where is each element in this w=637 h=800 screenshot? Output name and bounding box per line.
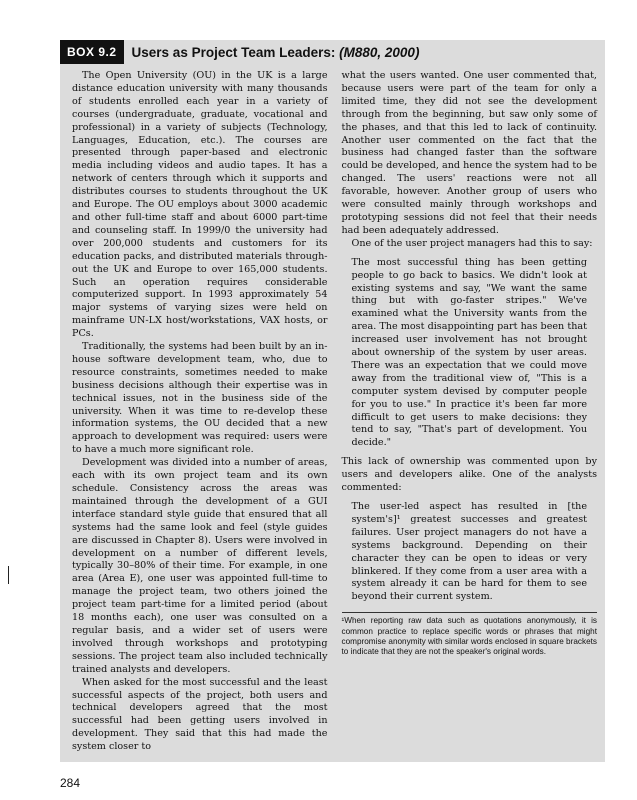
block-quote xyxy=(352,501,588,604)
right-column xyxy=(342,70,598,754)
block-quote xyxy=(352,257,588,451)
quote-text: The most successful thing has been getting people to go back to basics. We didn't look at existing systems and say, "We want the same thing but with go-faster stripes." We've examined what the University wants from the area. The most disappointing part has been that increased user involvement has not brought about ownership of the system by user areas. There was an expectation that we could move away from the traditional view of, "This is a computer system devised by computer people for you to use." In practice it's been far more difficult to get users to make decisions: they tend to say, "That's part of development. You decide." xyxy=(351,256,587,449)
paragraph: The Open University (OU) in the UK is a large distance education university with many thousands of students enrolled each year in a variety of courses (undergraduate, graduate, vocational and professional) in a variety of subjects (Technology, Languages, Education, etc.). The courses are presented through paper-based and electronic media including videos and audio tapes. It has a network of centers through which it supports and distributes courses to students throughout the UK and Europe. The OU employs about 3000 academic and other full-time staff and about 6000 part-time and counseling staff. In 1999/0 the university had over 200,000 students and customers for its education packs, and distributed materials through-out the UK and Europe to over 165,000 students. Such an operation requires considerable computerized support. In 1993 approximately 54 major systems of varying sizes were held on mainframe UN-LX host/workstations, VAX hosts, or PCs. xyxy=(72,70,328,340)
box-title-text: Users as Project Team Leaders xyxy=(131,44,331,60)
box-title: Users as Project Team Leaders: (M880, 2000) xyxy=(131,44,420,60)
left-column xyxy=(72,70,328,754)
footnote xyxy=(342,612,598,657)
box-header xyxy=(60,40,419,64)
box-panel xyxy=(60,40,605,762)
paragraph: This lack of ownership was commented upon by users and developers alike. One of the analysts commented: xyxy=(341,456,597,494)
box-title-ref: (M880, 2000) xyxy=(339,44,420,60)
paragraph: Development was divided into a number of areas, each with its own project team and its own schedule. Consistency across the areas was maintained through the development of a GUI interface standard style guide that ensured that all systems had the same look and feel (style guides are discussed in Chapter 8). Users were involved in development on a number of different levels, typically 30–80% of their time. For example, in one area (Area E), one user was appointed full-time to manage the project team, two others joined the project team part-time for a limited period (about 18 months each), one user was consulted on a regular basis, and a wider set of users were involved through workshops and prototyping sessions. The project team also included technically trained analysts and developers. xyxy=(72,457,328,675)
paragraph: When asked for the most successful and the least successful aspects of the project, both users and technical developers agreed that the most successful had been getting users involved in development. They said that this had made the system closer to xyxy=(72,676,328,753)
box-label: BOX 9.2 xyxy=(60,40,124,64)
paragraph: One of the user project managers had this to say: xyxy=(351,237,593,249)
footnote-text: ¹When reporting raw data such as quotations anonymously, it is common practice to replace specific words or phrases that might compromise anonymity with similar words enclosed in square brackets to indicate that they are not the speaker's original words. xyxy=(341,616,597,657)
margin-mark xyxy=(8,566,9,584)
page xyxy=(60,40,605,760)
box-columns xyxy=(72,70,597,754)
paragraph: what the users wanted. One user commented that, because users were part of the team for only a limited time, they did not see the development through from the beginning, but saw only some of the phases, and that this led to lack of continuity. Another user commented on the fact that the business had changed faster than the software could be developed, and hence the system had to be changed. The users' reactions were not all favorable, however. Another group of users who were consulted mainly through workshops and prototyping sessions did not feel that their needs had been adequately addressed. xyxy=(341,70,597,236)
page-number: 284 xyxy=(60,776,81,790)
paragraph: Traditionally, the systems had been built by an in-house software development team, who, due to resource constraints, sometimes needed to make business decisions although their expertise was in technical issues, not in the business side of the university. When it was time to re-develop these information systems, the OU decided that a new approach to development was required: users were to have a much more significant role. xyxy=(72,341,328,456)
quote-text: The user-led aspect has resulted in [the system's]¹ greatest successes and greatest failures. User project managers do not have a systems background. Depending on their character they can be open to ideas or very blinkered. If they come from a user area with a system already it can be hard for them to see beyond their current system. xyxy=(351,501,587,603)
